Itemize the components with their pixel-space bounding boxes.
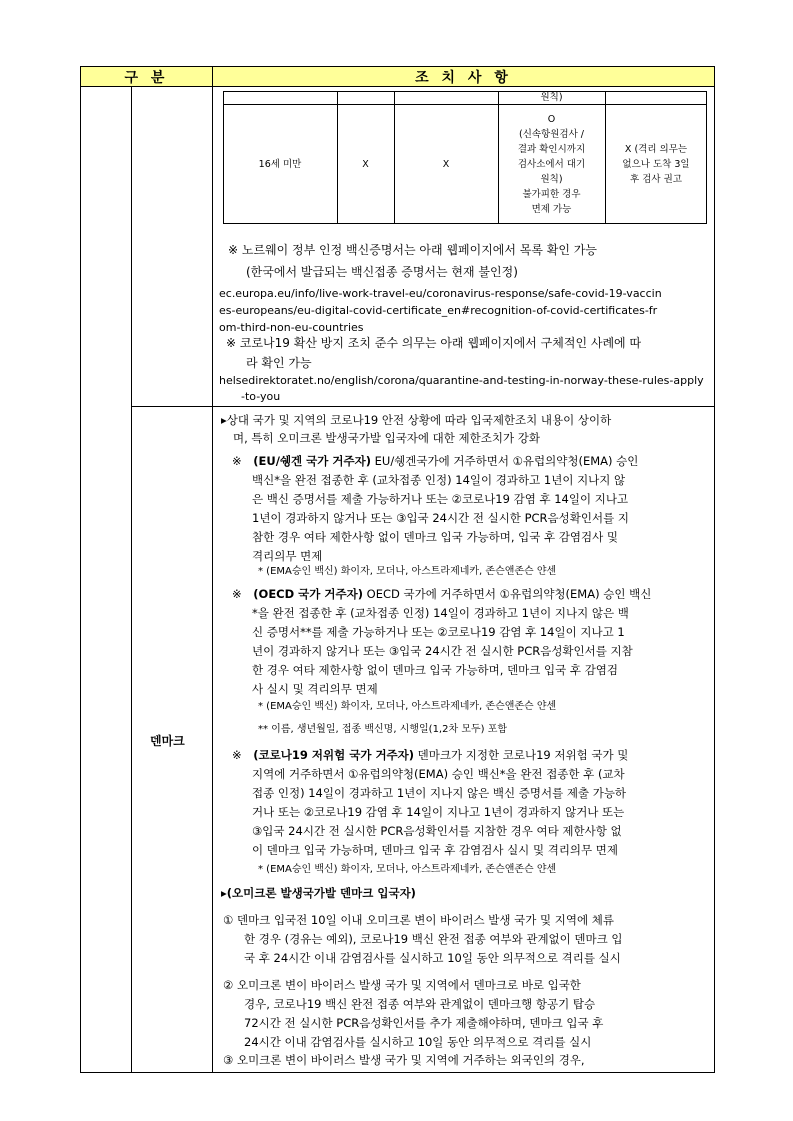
- dk-eu-title: (EU/쉥겐 국가 거주자): [253, 454, 371, 468]
- note-mark: ※: [232, 587, 242, 601]
- dk-low-line: 지역에 거주하면서 ①유럽의약청(EMA) 승인 백신*을 완전 접종한 후 (교차: [252, 767, 625, 781]
- dk-eu-line: 1년이 경과하지 않거나 또는 ③입국 24시간 전 실시한 PCR음성확인서를 지: [252, 511, 629, 525]
- c4-line: 결과 확인시까지: [517, 143, 586, 155]
- c4-line: 원칙): [540, 173, 563, 185]
- dk-om2-line: 24시간 이내 감염검사를 실시하고 10일 동안 의무적으로 격리를 실시: [244, 1035, 592, 1049]
- dk-oecd-line: *을 완전 접종한 후 (교차접종 인정) 14일이 경과하고 1년이 지나지 않은 백: [252, 606, 629, 620]
- c5-line: 후 검사 권고: [630, 173, 682, 185]
- c5-line: 없으나 도착 3일: [622, 158, 690, 170]
- note-mark: ※: [232, 454, 242, 468]
- inner-c3-cell: X: [442, 158, 450, 170]
- inner-c5-cell: [605, 104, 707, 224]
- inner-c4-cell: [498, 104, 605, 224]
- dk-oecd-foot2: ** 이름, 생년월일, 접종 백신명, 시행일(1,2차 모두) 포함: [258, 724, 508, 735]
- dk-low-first-text: 덴마크가 지정한 코로나19 저위험 국가 및: [414, 748, 629, 762]
- norway-url1-line: om-third-non-eu-countries: [219, 321, 364, 334]
- dk-eu-line: 격리의무 면제: [252, 549, 323, 563]
- dk-low-title: (코로나19 저위험 국가 거주자): [253, 748, 415, 762]
- c4-line: (신속항원검사 /: [519, 128, 584, 140]
- dk-om1-line: ① 덴마크 입국전 10일 이내 오미크론 변이 바이러스 발생 국가 및 지역에 체류: [223, 913, 614, 927]
- dk-eu-line: 참한 경우 여타 제한사항 없이 덴마크 입국 가능하며, 입국 후 감염검사 및: [252, 530, 619, 544]
- row-divider: [131, 406, 715, 407]
- dk-oecd-foot1: * (EMA승인 백신) 화이자, 모더나, 아스트라제네카, 존슨앤존슨 얀센: [258, 701, 557, 712]
- dk-oecd-line: 년이 경과하지 않거나 또는 ③입국 24시간 전 실시한 PCR음성확인서를 지참: [252, 644, 633, 658]
- col-divider-1: [131, 87, 132, 1073]
- dk-eu-line: 백신*을 완전 접종한 후 (교차접종 인정) 14일이 경과하고 1년이 지나지 않: [252, 473, 626, 487]
- dk-low-foot: * (EMA승인 백신) 화이자, 모더나, 아스트라제네카, 존슨앤존슨 얀센: [258, 864, 557, 875]
- dk-oecd-line: 신 증명서**를 제출 가능하거나 또는 ②코로나19 감염 후 14일이 지나고 1: [252, 625, 625, 639]
- norway-note2b: 라 확인 가능: [246, 356, 312, 370]
- dk-low-line: 거나 또는 ②코로나19 감염 후 14일이 지나고 1년이 경과하지 않거나 또는: [252, 805, 625, 819]
- col-divider-2: [212, 87, 213, 1073]
- inner-c2-cell: X: [362, 158, 369, 170]
- dk-oecd-line: 사 실시 및 격리의무 면제: [252, 682, 378, 696]
- norway-note1b: (한국에서 발급되는 백신접종 증명서는 현재 불인정): [246, 265, 518, 279]
- norway-url1-line: es-europeans/eu-digital-covid-certificate_en#recognition-of-covid-certificates-fr: [219, 304, 658, 317]
- dk-low-first: [232, 746, 628, 766]
- note-mark: ※: [232, 748, 242, 762]
- dk-om3-line: ③ 오미크론 변이 바이러스 발생 국가 및 지역에 거주하는 외국인의 경우,: [223, 1053, 585, 1067]
- norway-url2-line: -to-you: [241, 390, 281, 403]
- dk-oecd-first-text: OECD 국가에 거주하면서 ①유럽의약청(EMA) 승인 백신: [362, 587, 652, 601]
- inner-age-cell: 16세 미만: [258, 158, 302, 170]
- dk-om1-line: 국 후 24시간 이내 감염검사를 실시하고 10일 동안 의무적으로 격리를 실시: [244, 951, 621, 965]
- dk-low-line: ③입국 24시간 전 실시한 PCR음성확인서를 지참한 경우 여타 제한사항 없: [252, 824, 622, 838]
- dk-om2-line: 72시간 전 실시한 PCR음성확인서를 추가 제출해야하며, 덴마크 입국 후: [244, 1016, 604, 1030]
- dk-intro-line: 며, 특히 오미크론 발생국가발 입국자에 대한 제한조치가 강화: [233, 431, 540, 445]
- dk-oecd-line: 한 경우 여타 제한사항 없이 덴마크 입국 가능하며, 덴마크 입국 후 감염검: [252, 663, 619, 677]
- dk-low-line: 이 덴마크 입국 가능하며, 덴마크 입국 후 감염검사 실시 및 격리의무 면제: [252, 843, 619, 857]
- dk-low-line: 접종 인정) 14일이 경과하고 1년이 지나지 않은 백신 증명서를 제출 가능하: [252, 786, 627, 800]
- norway-url2-line: helsedirektoratet.no/english/corona/quarantine-and-testing-in-norway-these-rules-apply: [219, 374, 704, 387]
- dk-om2-line: 경우, 코로나19 백신 완전 접종 여부와 관계없이 덴마크행 항공기 탑승: [244, 997, 596, 1011]
- dk-eu-first-text: EU/쉥겐국가에 거주하면서 ①유럽의약청(EMA) 승인: [370, 454, 639, 468]
- c4-line: 면제 가능: [531, 203, 572, 215]
- dk-eu-foot: * (EMA승인 백신) 화이자, 모더나, 아스트라제네카, 존슨앤존슨 얀센: [258, 566, 557, 577]
- header-col1: 구 분: [80, 66, 213, 87]
- dk-intro-line: ▸상대 국가 및 지역의 코로나19 안전 상황에 따라 입국제한조치 내용이 상이하: [221, 413, 612, 427]
- dk-eu-line: 은 백신 증명서를 제출 가능하거나 또는 ②코로나19 감염 후 14일이 지나고: [252, 492, 629, 506]
- denmark-label: 덴마크: [150, 734, 185, 748]
- norway-note1: ※ 노르웨이 정부 인정 백신증명서는 아래 웹페이지에서 목록 확인 가능: [228, 243, 597, 257]
- dk-oecd-title: (OECD 국가 거주자): [253, 587, 363, 601]
- dk-eu-first: [232, 452, 638, 472]
- c5-line: X (격리 의무는: [624, 143, 688, 155]
- dk-oecd-first: [232, 585, 651, 605]
- norway-url1-line: ec.europa.eu/info/live-work-travel-eu/coronavirus-response/safe-covid-19-vaccin: [219, 287, 662, 300]
- c4-line: O: [547, 113, 556, 125]
- c4-line: 검사소에서 대기: [517, 158, 586, 170]
- c4-line: 불가피한 경우: [522, 188, 581, 200]
- inner-row1-text: 원칙): [540, 92, 563, 103]
- dk-om2-line: ② 오미크론 변이 바이러스 발생 국가 및 지역에서 덴마크로 바로 입국한: [223, 978, 581, 992]
- norway-note2: ※ 코로나19 확산 방지 조치 준수 의무는 아래 웹페이지에서 구체적인 사례에 따: [226, 336, 642, 350]
- header-col2: 조 치 사 항: [212, 66, 715, 87]
- dk-om1-line: 한 경우 (경유는 예외), 코로나19 백신 완전 접종 여부와 관계없이 덴마크 입: [244, 932, 623, 946]
- dk-omicron-title: ▸(오미크론 발생국가발 덴마크 입국자): [221, 886, 416, 900]
